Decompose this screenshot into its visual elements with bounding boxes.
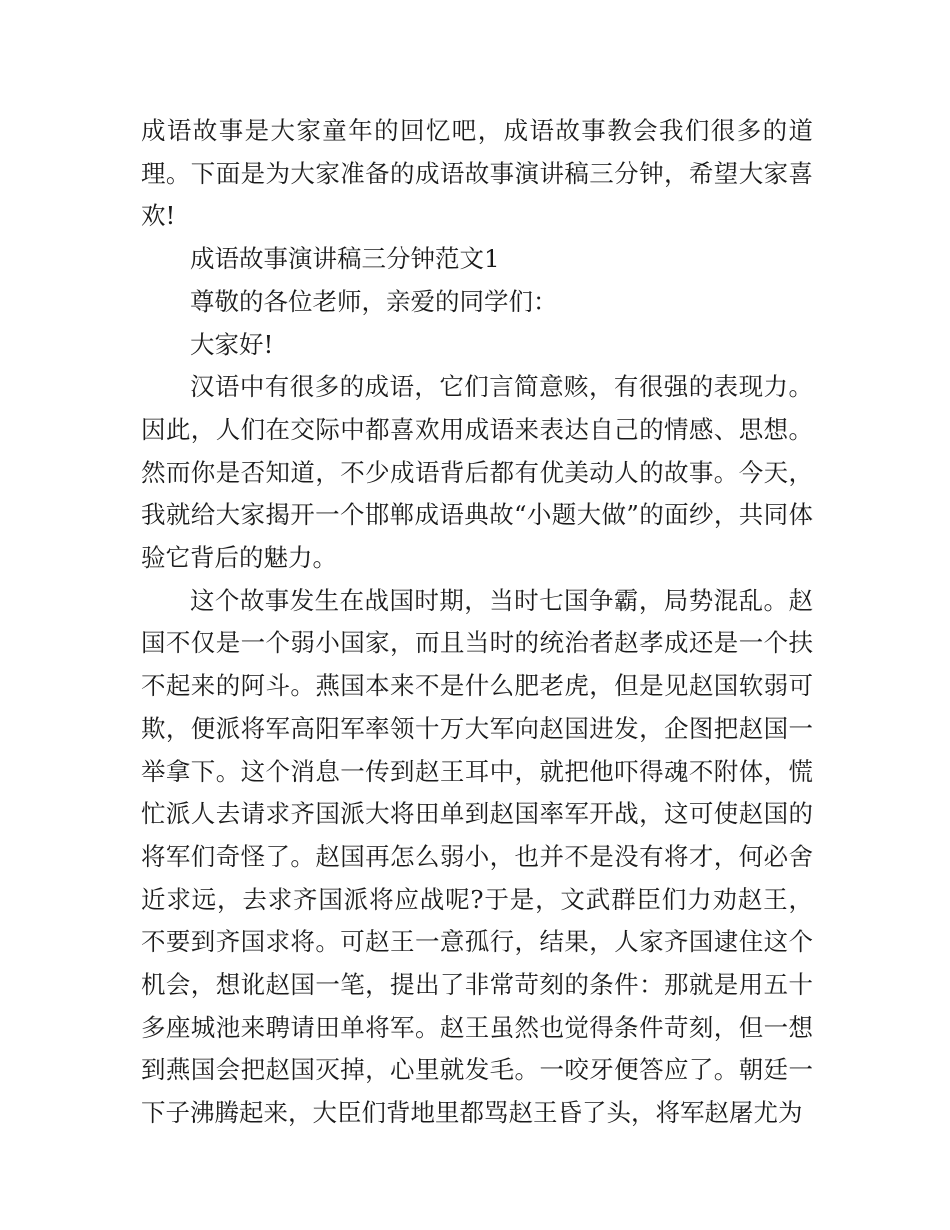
salutation: 尊敬的各位老师，亲爱的同学们： [190,286,558,316]
document-page [141,110,813,1135]
greeting: 大家好! [190,329,274,359]
section-title: 成语故事演讲稿三分钟范文1 [190,244,500,274]
intro-paragraph: 成语故事是大家童年的回忆吧，成语故事教会我们很多的道理。下面是为大家准备的成语故事演讲稿三分钟，希望大家喜欢! [141,116,813,231]
body-paragraph-1: 汉语中有很多的成语，它们言简意赅，有很强的表现力。因此，人们在交际中都喜欢用成语来表达自己的情感、思想。然而你是否知道，不少成语背后都有优美动人的故事。今天，我就给大家揭开一个邯郸成语典故“小题大做”的面纱，共同体验它背后的魅力。 [141,372,813,573]
body-paragraph-2: 这个故事发生在战国时期，当时七国争霸，局势混乱。赵国不仅是一个弱小国家，而且当时的统治者赵孝成还是一个扶不起来的阿斗。燕国本来不是什么肥老虎，但是见赵国软弱可欺，便派将军高阳军率领十万大军向赵国进发，企图把赵国一举拿下。这个消息一传到赵王耳中，就把他吓得魂不附体，慌忙派人去请求齐国派大将田单到赵国率军开战，这可使赵国的将军们奇怪了。赵国再怎么弱小，也并不是没有将才，何必舍近求远，去求齐国派将应战呢?于是，文武群臣们力劝赵王，不要到齐国求将。可赵王一意孤行，结果，人家齐国逮住这个机会，想讹赵国一笔，提出了非常苛刻的条件：那就是用五十多座城池来聘请田单将军。赵王虽然也觉得条件苛刻，但一想到燕国会把赵国灭掉，心里就发毛。一咬牙便答应了。朝廷一下子沸腾起来，大臣们背地里都骂赵王昏了头，将军赵屠尤为 [141,585,813,1128]
